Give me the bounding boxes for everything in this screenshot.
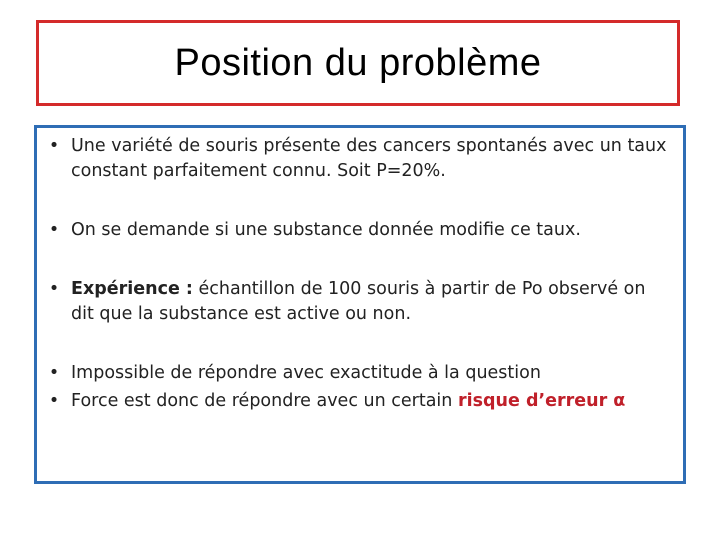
bullet-item-risk — [47, 389, 669, 414]
bullet-text: On se demande si une substance donnée modifie ce taux. — [71, 220, 581, 240]
bullet-text: échantillon de 100 souris à partir de Po observé on dit que la substance est active ou non. — [71, 279, 646, 324]
bullet-item-impossible — [47, 361, 669, 386]
bullet-marker: • — [48, 363, 60, 383]
bullet-bold-label: Expérience : — [71, 279, 193, 299]
bullet-marker: • — [48, 391, 60, 411]
slide-title: Position du problème — [174, 41, 542, 84]
bullet-text: Impossible de répondre avec exactitude à la question — [71, 363, 541, 383]
bullet-marker: • — [48, 136, 60, 156]
bullet-item-substance-question — [47, 218, 669, 243]
bullet-marker: • — [48, 220, 60, 240]
risk-highlight: risque d’erreur α — [457, 391, 626, 411]
bullet-item-experiment — [47, 277, 669, 327]
bullet-list — [47, 134, 669, 414]
title-box — [36, 20, 680, 106]
content-box — [34, 125, 686, 484]
bullet-text: Force est donc de répondre avec un certain — [71, 391, 458, 411]
bullet-item-mouse-variety — [47, 134, 669, 184]
bullet-text: Une variété de souris présente des cancers spontanés avec un taux constant parfaitement connu. Soit P=20%. — [71, 136, 667, 181]
bullet-marker: • — [48, 279, 60, 299]
